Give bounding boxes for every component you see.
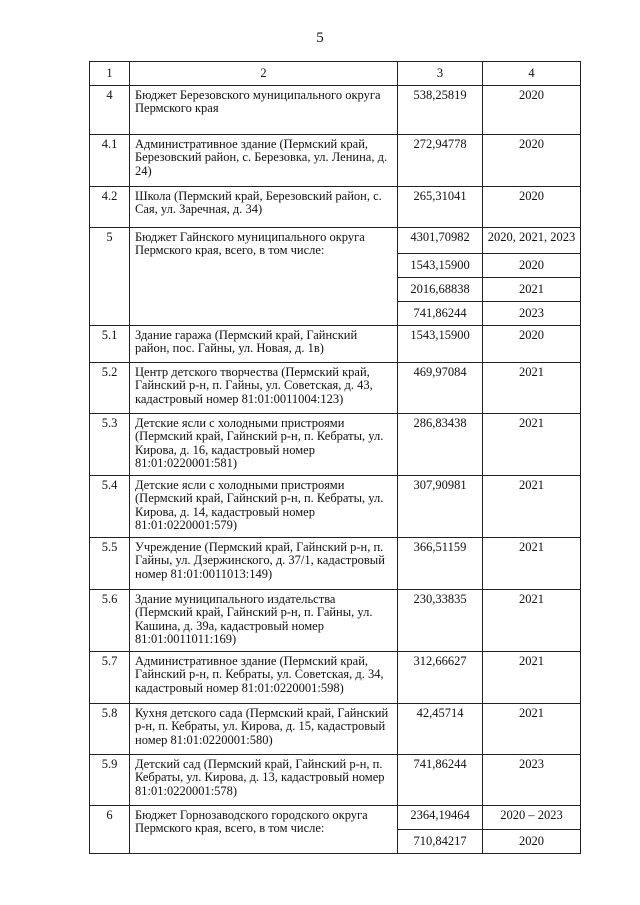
header-col-2: 2 <box>130 62 398 86</box>
amount-cell: 538,25819 <box>398 86 483 135</box>
year-cell: 2021 <box>483 363 581 414</box>
amount-cell: 286,83438 <box>398 414 483 476</box>
row-description: Здание гаража (Пермский край, Гайнский район, пос. Гайны, ул. Новая, д. 1в) <box>130 326 398 363</box>
amount-cell: 42,45714 <box>398 704 483 755</box>
year-cell: 2021 <box>483 414 581 476</box>
table-row <box>90 590 581 652</box>
row-number: 5.2 <box>90 363 130 414</box>
year-cell: 2020, 2021, 2023 <box>483 228 581 254</box>
table-row <box>90 755 581 806</box>
row-number: 4.1 <box>90 135 130 187</box>
amount-cell: 2364,19464 <box>398 806 483 830</box>
row-number: 5.8 <box>90 704 130 755</box>
row-number: 5.4 <box>90 476 130 538</box>
amount-cell: 307,90981 <box>398 476 483 538</box>
row-description: Детский сад (Пермский край, Гайнский р-н, п. Кебраты, ул. Кирова, д. 13, кадастровый номер 81:01:0220001:578) <box>130 755 398 806</box>
year-cell: 2021 <box>483 652 581 704</box>
year-cell: 2023 <box>483 302 581 326</box>
amount-cell: 230,33835 <box>398 590 483 652</box>
amount-cell: 1543,15900 <box>398 326 483 363</box>
row-number: 5.6 <box>90 590 130 652</box>
amount-cell: 469,97084 <box>398 363 483 414</box>
row-number: 5.7 <box>90 652 130 704</box>
header-col-4: 4 <box>483 62 581 86</box>
row-number: 5 <box>90 228 130 326</box>
page-number: 5 <box>316 30 324 46</box>
amount-cell: 741,86244 <box>398 755 483 806</box>
table-row <box>90 476 581 538</box>
amount-cell: 272,94778 <box>398 135 483 187</box>
table-row <box>90 326 581 363</box>
amount-cell: 366,51159 <box>398 538 483 590</box>
row-description: Бюджет Гайнского муниципального округа Пермского края, всего, в том числе: <box>130 228 398 326</box>
year-cell: 2021 <box>483 704 581 755</box>
year-cell: 2020 <box>483 86 581 135</box>
table-row <box>90 652 581 704</box>
amount-cell: 265,31041 <box>398 187 483 228</box>
amount-cell: 1543,15900 <box>398 254 483 278</box>
row-description: Учреждение (Пермский край, Гайнский р-н, п. Гайны, ул. Дзержинского, д. 37/1, кадастровый номер 81:01:0011013:149) <box>130 538 398 590</box>
row-description: Школа (Пермский край, Березовский район, с. Сая, ул. Заречная, д. 34) <box>130 187 398 228</box>
row-number: 4.2 <box>90 187 130 228</box>
budget-table <box>89 61 581 854</box>
row-description: Детские ясли с холодными пристроями (Пермский край, Гайнский р-н, п. Кебраты, ул. Кирова, д. 14, кадастровый номер 81:01:0220001:579) <box>130 476 398 538</box>
year-cell: 2020 <box>483 254 581 278</box>
year-cell: 2020 <box>483 830 581 854</box>
year-cell: 2021 <box>483 278 581 302</box>
year-cell: 2023 <box>483 755 581 806</box>
row-number: 5.1 <box>90 326 130 363</box>
amount-cell: 710,84217 <box>398 830 483 854</box>
table-row <box>90 704 581 755</box>
row-number: 5.9 <box>90 755 130 806</box>
row-description: Детские ясли с холодными пристроями (Пермский край, Гайнский р-н, п. Кебраты, ул. Кирова, д. 16, кадастровый номер 81:01:0220001:581) <box>130 414 398 476</box>
year-cell: 2020 – 2023 <box>483 806 581 830</box>
table-row <box>90 414 581 476</box>
header-col-3: 3 <box>398 62 483 86</box>
year-cell: 2020 <box>483 326 581 363</box>
row-description: Кухня детского сада (Пермский край, Гайнский р-н, п. Кебраты, ул. Кирова, д. 15, кадастровый номер 81:01:0220001:580) <box>130 704 398 755</box>
table-row <box>90 86 581 135</box>
table-row <box>90 228 581 254</box>
row-description: Бюджет Горнозаводского городского округа Пермского края, всего, в том числе: <box>130 806 398 854</box>
table-row <box>90 187 581 228</box>
header-col-1: 1 <box>90 62 130 86</box>
row-description: Центр детского творчества (Пермский край, Гайнский р-н, п. Гайны, ул. Советская, д. 43, кадастровый номер 81:01:0011004:123) <box>130 363 398 414</box>
amount-cell: 312,66627 <box>398 652 483 704</box>
header-row <box>90 62 581 86</box>
table-row <box>90 806 581 830</box>
table-row <box>90 363 581 414</box>
year-cell: 2020 <box>483 187 581 228</box>
row-number: 5.5 <box>90 538 130 590</box>
year-cell: 2021 <box>483 538 581 590</box>
row-number: 4 <box>90 86 130 135</box>
table-row <box>90 135 581 187</box>
year-cell: 2021 <box>483 476 581 538</box>
year-cell: 2020 <box>483 135 581 187</box>
row-description: Здание муниципального издательства (Пермский край, Гайнский р-н, п. Гайны, ул. Кашина, д. 39а, кадастровый номер 81:01:0011011:169) <box>130 590 398 652</box>
amount-cell: 4301,70982 <box>398 228 483 254</box>
row-number: 5.3 <box>90 414 130 476</box>
row-description: Административное здание (Пермский край, Гайнский р-н, п. Кебраты, ул. Советская, д. 34, кадастровый номер 81:01:0220001:598) <box>130 652 398 704</box>
year-cell: 2021 <box>483 590 581 652</box>
row-description: Бюджет Березовского муниципального округа Пермского края <box>130 86 398 135</box>
row-description: Административное здание (Пермский край, Березовский район, с. Березовка, ул. Ленина, д. 24) <box>130 135 398 187</box>
amount-cell: 2016,68838 <box>398 278 483 302</box>
table-row <box>90 538 581 590</box>
row-number: 6 <box>90 806 130 854</box>
amount-cell: 741,86244 <box>398 302 483 326</box>
